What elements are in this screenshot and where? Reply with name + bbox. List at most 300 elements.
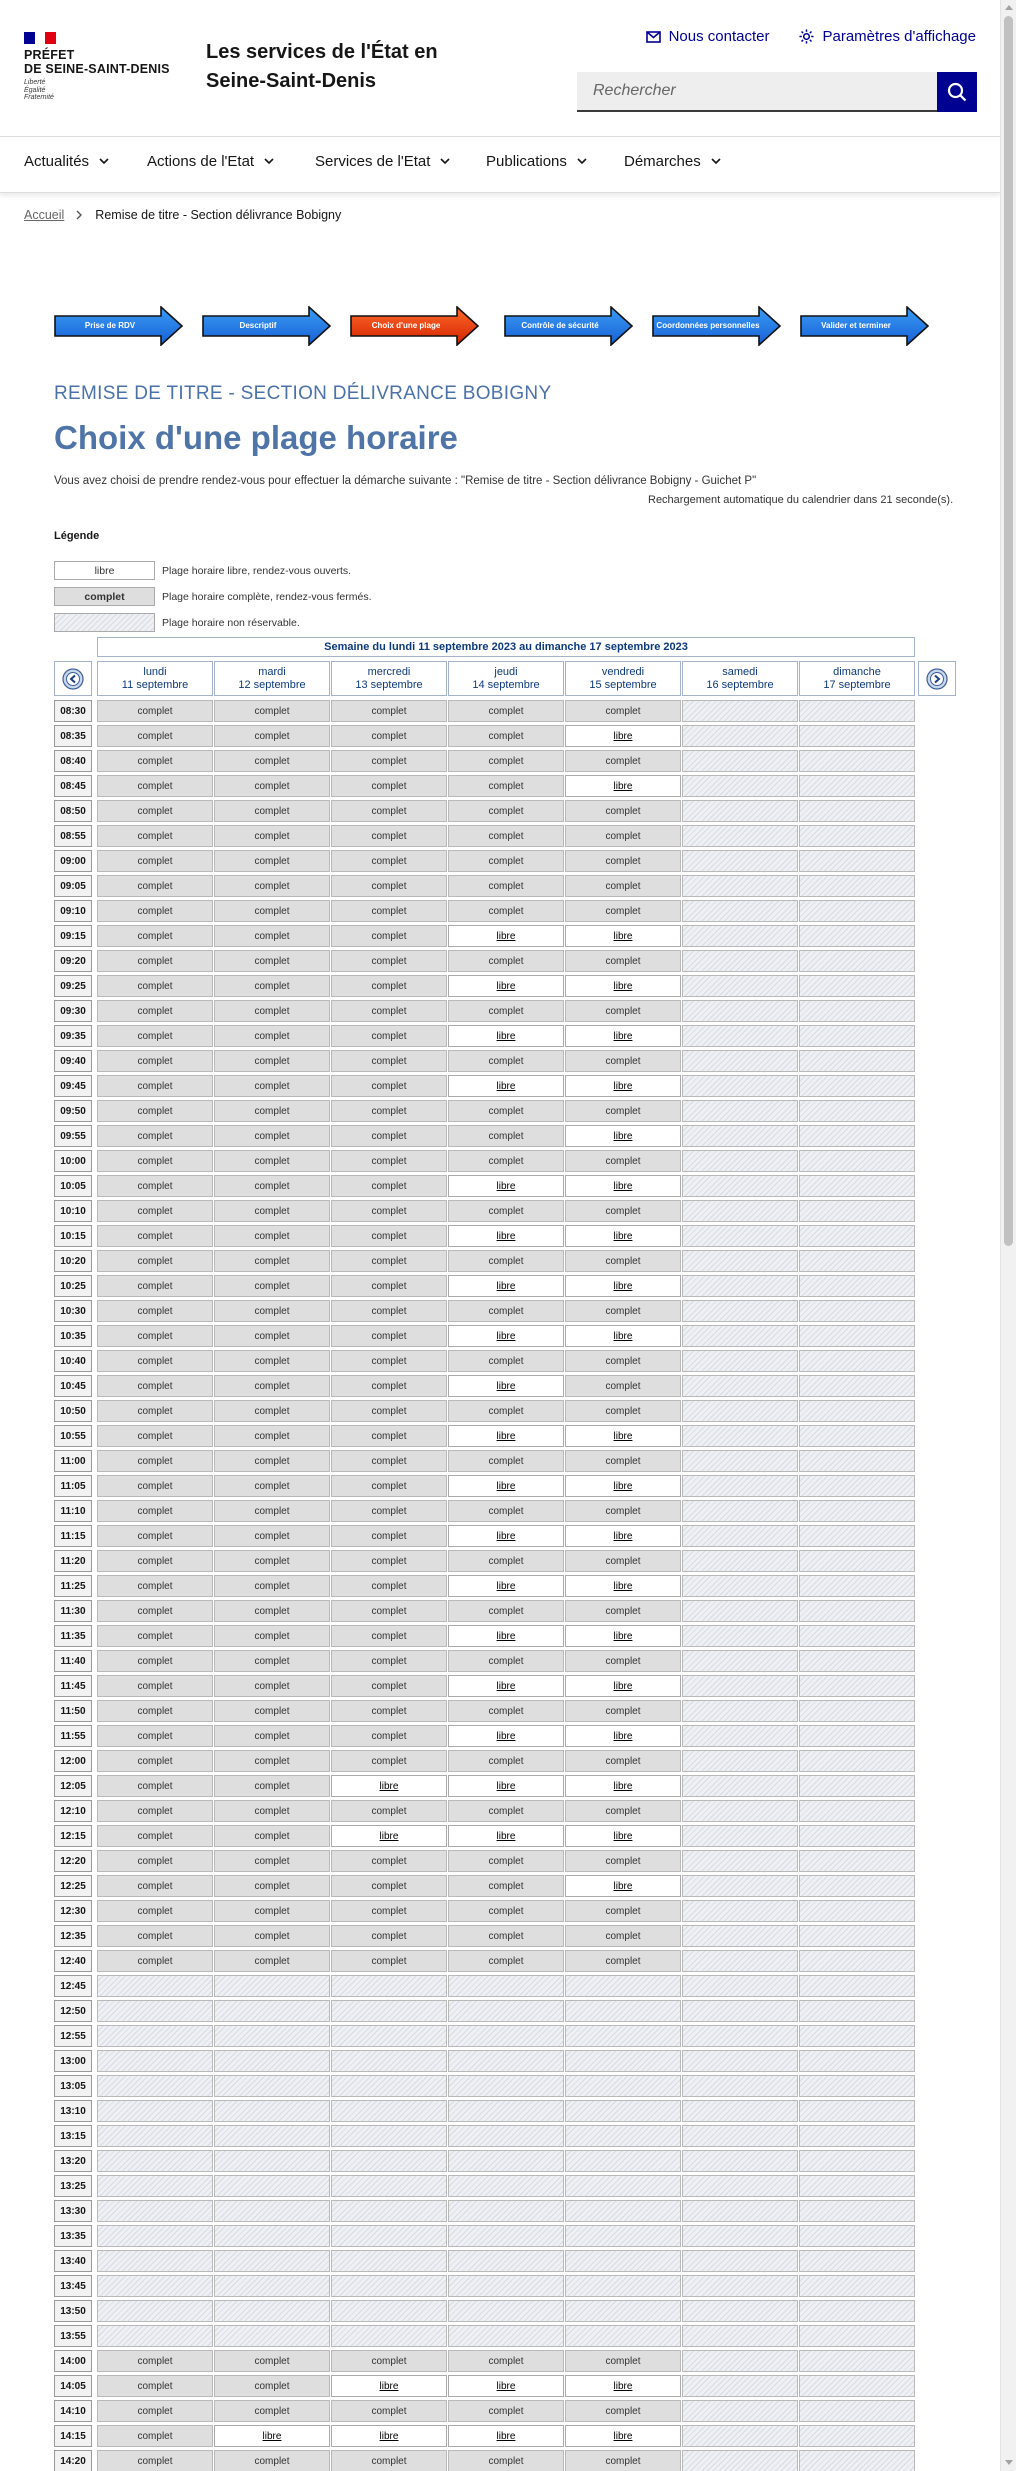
slot-complet: complet xyxy=(214,1125,330,1147)
slot-libre[interactable]: libre xyxy=(448,975,564,997)
slot-libre[interactable]: libre xyxy=(331,2425,447,2447)
slot-unavailable xyxy=(799,2425,915,2447)
slot-unavailable xyxy=(682,1300,798,1322)
slot-complet: complet xyxy=(448,1550,564,1572)
slot-unavailable xyxy=(799,1300,915,1322)
slot-unavailable xyxy=(799,900,915,922)
slot-libre[interactable]: libre xyxy=(565,1775,681,1797)
slot-complet: complet xyxy=(214,1025,330,1047)
slot-unavailable xyxy=(799,1550,915,1572)
slot-unavailable xyxy=(448,2300,564,2322)
slot-unavailable xyxy=(214,1975,330,1997)
slot-unavailable xyxy=(448,2075,564,2097)
chevron-right-icon xyxy=(76,210,83,220)
day-header-mardi xyxy=(214,661,330,696)
slot-unavailable xyxy=(682,850,798,872)
slot-libre[interactable]: libre xyxy=(448,925,564,947)
slot-unavailable xyxy=(799,2075,915,2097)
time-label: 10:40 xyxy=(54,1350,92,1372)
slot-complet: complet xyxy=(331,1225,447,1247)
step-label: Prise de RDV xyxy=(84,321,136,330)
slot-unavailable xyxy=(682,2150,798,2172)
time-label: 13:10 xyxy=(54,2100,92,2122)
slot-unavailable xyxy=(97,2075,213,2097)
slot-complet: complet xyxy=(331,1475,447,1497)
slot-complet: complet xyxy=(97,1200,213,1222)
slot-unavailable xyxy=(682,1125,798,1147)
prefet-line-2: DE SEINE-SAINT-DENIS xyxy=(24,62,170,76)
slot-unavailable xyxy=(799,1775,915,1797)
slot-complet: complet xyxy=(331,1875,447,1897)
slot-complet: complet xyxy=(565,825,681,847)
slot-complet: complet xyxy=(565,1700,681,1722)
day-header-lundi xyxy=(97,661,213,696)
next-week-button[interactable] xyxy=(918,661,956,696)
slot-libre[interactable]: libre xyxy=(448,1075,564,1097)
slot-complet: complet xyxy=(448,750,564,772)
slot-libre[interactable]: libre xyxy=(565,2375,681,2397)
slot-unavailable xyxy=(682,1000,798,1022)
slot-unavailable xyxy=(565,2125,681,2147)
slot-libre[interactable]: libre xyxy=(565,725,681,747)
slot-unavailable xyxy=(331,2050,447,2072)
slot-complet: complet xyxy=(214,950,330,972)
slot-libre[interactable]: libre xyxy=(448,2425,564,2447)
slot-libre[interactable]: libre xyxy=(565,975,681,997)
motto-egalite: Égalité xyxy=(24,86,46,94)
slot-unavailable xyxy=(799,1475,915,1497)
slot-complet: complet xyxy=(448,1800,564,1822)
scrollbar-thumb[interactable] xyxy=(1004,16,1013,1246)
slot-complet: complet xyxy=(331,775,447,797)
slot-complet: complet xyxy=(214,1325,330,1347)
motto-fraternite: Fraternité xyxy=(24,94,54,101)
slot-libre[interactable]: libre xyxy=(565,1075,681,1097)
slot-unavailable xyxy=(799,1000,915,1022)
slot-complet: complet xyxy=(448,1000,564,1022)
scroll-down-arrow-icon[interactable] xyxy=(1005,2460,1013,2465)
page-scrollbar[interactable] xyxy=(1000,0,1016,2471)
slot-complet: complet xyxy=(97,1925,213,1947)
chevron-down-icon xyxy=(577,158,587,165)
slot-complet: complet xyxy=(97,1525,213,1547)
slot-unavailable xyxy=(682,2025,798,2047)
time-label: 13:45 xyxy=(54,2275,92,2297)
slot-unavailable xyxy=(565,2000,681,2022)
slot-libre[interactable]: libre xyxy=(565,925,681,947)
slot-complet: complet xyxy=(214,2350,330,2372)
slot-complet: complet xyxy=(214,1600,330,1622)
slot-unavailable xyxy=(214,2025,330,2047)
slot-complet: complet xyxy=(331,1025,447,1047)
slot-libre[interactable]: libre xyxy=(565,2425,681,2447)
slot-unavailable xyxy=(682,1900,798,1922)
time-label: 08:55 xyxy=(54,825,92,847)
slot-complet: complet xyxy=(97,1425,213,1447)
nav-demarches[interactable] xyxy=(624,153,721,170)
slot-unavailable xyxy=(682,2175,798,2197)
slot-libre[interactable]: libre xyxy=(565,1425,681,1447)
slot-libre[interactable]: libre xyxy=(448,2375,564,2397)
time-label: 09:00 xyxy=(54,850,92,872)
slot-unavailable xyxy=(799,1400,915,1422)
slot-unavailable xyxy=(448,2250,564,2272)
slot-complet: complet xyxy=(448,800,564,822)
slot-libre[interactable]: libre xyxy=(448,1175,564,1197)
slot-complet: complet xyxy=(565,1300,681,1322)
slot-complet: complet xyxy=(565,1950,681,1972)
time-label: 14:15 xyxy=(54,2425,92,2447)
slot-unavailable xyxy=(682,1175,798,1197)
slot-unavailable xyxy=(799,2175,915,2197)
slot-complet: complet xyxy=(331,1550,447,1572)
slot-libre[interactable]: libre xyxy=(331,2375,447,2397)
slot-complet: complet xyxy=(97,1225,213,1247)
slot-complet: complet xyxy=(97,1800,213,1822)
prefet-logo[interactable] xyxy=(24,32,170,102)
slot-complet: complet xyxy=(448,1650,564,1672)
slot-complet: complet xyxy=(214,1875,330,1897)
time-label: 11:15 xyxy=(54,1525,92,1547)
slot-unavailable xyxy=(799,875,915,897)
slot-complet: complet xyxy=(97,1150,213,1172)
time-label: 14:10 xyxy=(54,2400,92,2422)
slot-unavailable xyxy=(97,2000,213,2022)
slot-libre[interactable]: libre xyxy=(448,1325,564,1347)
slot-unavailable xyxy=(682,2275,798,2297)
slot-complet: complet xyxy=(214,1850,330,1872)
slot-complet: complet xyxy=(448,2400,564,2422)
slot-unavailable xyxy=(682,1675,798,1697)
slot-unavailable xyxy=(799,1575,915,1597)
slot-unavailable xyxy=(682,1500,798,1522)
time-label: 10:15 xyxy=(54,1225,92,1247)
slot-unavailable xyxy=(799,1925,915,1947)
slot-unavailable xyxy=(682,725,798,747)
slot-complet: complet xyxy=(565,875,681,897)
slot-unavailable xyxy=(214,2150,330,2172)
slot-complet: complet xyxy=(97,1275,213,1297)
slot-complet: complet xyxy=(97,1675,213,1697)
slot-libre[interactable]: libre xyxy=(448,1625,564,1647)
slot-complet: complet xyxy=(97,725,213,747)
slot-complet: complet xyxy=(331,1150,447,1172)
slot-unavailable xyxy=(448,2200,564,2222)
slot-unavailable xyxy=(799,1500,915,1522)
slot-complet: complet xyxy=(214,700,330,722)
slot-complet: complet xyxy=(565,750,681,772)
slot-complet: complet xyxy=(448,1925,564,1947)
slot-libre[interactable]: libre xyxy=(448,1425,564,1447)
time-label: 09:35 xyxy=(54,1025,92,1047)
slot-libre[interactable]: libre xyxy=(448,1825,564,1847)
slot-unavailable xyxy=(448,2050,564,2072)
day-date: 12 septembre xyxy=(238,679,306,691)
nav-services-etat[interactable] xyxy=(315,153,450,170)
slot-complet: complet xyxy=(214,825,330,847)
legend-complet-swatch: complet xyxy=(54,587,155,606)
time-label: 12:00 xyxy=(54,1750,92,1772)
marianne-flag-icon xyxy=(24,32,56,44)
slot-libre[interactable]: libre xyxy=(214,2425,330,2447)
time-label: 13:40 xyxy=(54,2250,92,2272)
slot-unavailable xyxy=(565,2250,681,2272)
slot-complet: complet xyxy=(565,1850,681,1872)
time-label: 13:25 xyxy=(54,2175,92,2197)
slot-unavailable xyxy=(799,1100,915,1122)
slot-complet: complet xyxy=(214,1150,330,1172)
legend-libre xyxy=(54,561,351,580)
slot-complet: complet xyxy=(331,1650,447,1672)
slot-unavailable xyxy=(799,1350,915,1372)
slot-libre[interactable]: libre xyxy=(448,1775,564,1797)
slot-unavailable xyxy=(682,1150,798,1172)
slot-complet: complet xyxy=(214,1100,330,1122)
slot-complet: complet xyxy=(214,1950,330,1972)
slot-complet: complet xyxy=(97,1325,213,1347)
slot-complet: complet xyxy=(331,1850,447,1872)
slot-complet: complet xyxy=(214,800,330,822)
slot-libre[interactable]: libre xyxy=(565,1325,681,1347)
reload-countdown: Rechargement automatique du calendrier dans 21 seconde(s). xyxy=(648,494,954,506)
slot-unavailable xyxy=(97,2200,213,2222)
slot-complet: complet xyxy=(331,1950,447,1972)
sun-icon xyxy=(799,29,814,44)
day-name: lundi xyxy=(143,666,167,678)
site-title[interactable]: Les services de l'État en Seine-Saint-Denis xyxy=(206,41,438,92)
nav-label: Démarches xyxy=(624,153,701,170)
step-label: Choix d'une plage xyxy=(371,321,441,330)
slot-unavailable xyxy=(799,1825,915,1847)
slot-unavailable xyxy=(682,1650,798,1672)
slot-unavailable xyxy=(682,1325,798,1347)
search-input[interactable] xyxy=(577,72,937,112)
slot-libre[interactable]: libre xyxy=(448,1675,564,1697)
slot-unavailable xyxy=(682,900,798,922)
slot-unavailable xyxy=(682,2000,798,2022)
slot-complet: complet xyxy=(331,1050,447,1072)
slot-unavailable xyxy=(214,2325,330,2347)
slot-unavailable xyxy=(682,2250,798,2272)
slot-libre[interactable]: libre xyxy=(448,1275,564,1297)
time-label: 08:40 xyxy=(54,750,92,772)
slot-complet: complet xyxy=(97,1000,213,1022)
slot-complet: complet xyxy=(214,1175,330,1197)
slot-complet: complet xyxy=(565,1000,681,1022)
slot-libre[interactable]: libre xyxy=(565,1625,681,1647)
time-label: 09:05 xyxy=(54,875,92,897)
slot-complet: complet xyxy=(565,1250,681,1272)
slot-complet: complet xyxy=(214,1775,330,1797)
slot-libre[interactable]: libre xyxy=(565,1725,681,1747)
slot-libre[interactable]: libre xyxy=(448,1725,564,1747)
mail-icon xyxy=(646,31,661,43)
slot-unavailable xyxy=(682,1775,798,1797)
slot-libre[interactable]: libre xyxy=(448,1575,564,1597)
time-label: 12:40 xyxy=(54,1950,92,1972)
slot-unavailable xyxy=(682,1875,798,1897)
slot-complet: complet xyxy=(214,1925,330,1947)
slot-complet: complet xyxy=(565,1900,681,1922)
slot-complet: complet xyxy=(97,1375,213,1397)
slot-unavailable xyxy=(799,800,915,822)
time-label: 09:40 xyxy=(54,1050,92,1072)
time-label: 14:20 xyxy=(54,2450,92,2471)
slot-complet: complet xyxy=(214,1000,330,1022)
slot-complet: complet xyxy=(448,1450,564,1472)
slot-complet: complet xyxy=(565,1600,681,1622)
slot-complet: complet xyxy=(214,775,330,797)
slot-complet: complet xyxy=(214,875,330,897)
display-settings-label: Paramètres d'affichage xyxy=(822,28,976,45)
slot-libre[interactable]: libre xyxy=(565,775,681,797)
slot-complet: complet xyxy=(214,850,330,872)
slot-unavailable xyxy=(97,2100,213,2122)
time-label: 10:05 xyxy=(54,1175,92,1197)
slot-complet: complet xyxy=(214,1825,330,1847)
slot-complet: complet xyxy=(214,1425,330,1447)
slot-complet: complet xyxy=(97,1450,213,1472)
slot-libre[interactable]: libre xyxy=(331,1825,447,1847)
search-button[interactable] xyxy=(937,72,977,112)
slot-libre[interactable]: libre xyxy=(565,1575,681,1597)
slot-unavailable xyxy=(799,825,915,847)
breadcrumb-current: Remise de titre - Section délivrance Bobigny xyxy=(95,208,342,222)
slot-complet: complet xyxy=(97,1025,213,1047)
slot-unavailable xyxy=(799,2050,915,2072)
slot-complet: complet xyxy=(214,2400,330,2422)
time-label: 11:50 xyxy=(54,1700,92,1722)
slot-libre[interactable]: libre xyxy=(331,1775,447,1797)
slot-unavailable xyxy=(799,1225,915,1247)
motto-liberte: Liberté xyxy=(24,79,46,86)
slot-unavailable xyxy=(799,2375,915,2397)
slot-libre[interactable]: libre xyxy=(565,1525,681,1547)
step-label: Coordonnées personnelles xyxy=(656,321,760,330)
slot-complet: complet xyxy=(331,700,447,722)
slot-complet: complet xyxy=(97,1050,213,1072)
slot-complet: complet xyxy=(97,1550,213,1572)
prev-week-button[interactable] xyxy=(54,661,92,696)
slot-complet: complet xyxy=(97,1650,213,1672)
slot-unavailable xyxy=(682,1950,798,1972)
slot-complet: complet xyxy=(97,925,213,947)
slot-libre[interactable]: libre xyxy=(565,1675,681,1697)
nav-actualites[interactable] xyxy=(24,153,109,170)
time-label: 09:20 xyxy=(54,950,92,972)
slot-complet: complet xyxy=(214,1700,330,1722)
slot-unavailable xyxy=(682,825,798,847)
slot-libre[interactable]: libre xyxy=(565,1225,681,1247)
time-label: 13:30 xyxy=(54,2200,92,2222)
slot-unavailable xyxy=(682,775,798,797)
slot-libre[interactable]: libre xyxy=(448,1375,564,1397)
slot-unavailable xyxy=(682,2375,798,2397)
page-title: Choix d'une plage horaire xyxy=(54,419,458,456)
breadcrumb-home[interactable]: Accueil xyxy=(24,208,65,222)
slot-unavailable xyxy=(799,1750,915,1772)
slot-unavailable xyxy=(565,1975,681,1997)
slot-complet: complet xyxy=(97,2425,213,2447)
nav-actions-etat[interactable] xyxy=(147,153,274,170)
slot-libre[interactable]: libre xyxy=(565,1125,681,1147)
slot-unavailable xyxy=(448,2275,564,2297)
slot-unavailable xyxy=(448,2150,564,2172)
slot-libre[interactable]: libre xyxy=(448,1225,564,1247)
time-label: 13:05 xyxy=(54,2075,92,2097)
step-label: Descriptif xyxy=(239,321,277,330)
slot-unavailable xyxy=(448,2000,564,2022)
slot-unavailable xyxy=(565,2300,681,2322)
nav-publications[interactable] xyxy=(486,153,587,170)
day-name: dimanche xyxy=(833,666,881,678)
slot-unavailable xyxy=(799,925,915,947)
slot-unavailable xyxy=(799,850,915,872)
slot-unavailable xyxy=(565,2225,681,2247)
time-label: 08:50 xyxy=(54,800,92,822)
display-settings-button[interactable] xyxy=(799,28,976,45)
contact-link[interactable] xyxy=(646,28,770,45)
slot-complet: complet xyxy=(448,1200,564,1222)
scroll-up-arrow-icon[interactable] xyxy=(1005,5,1013,10)
slot-complet: complet xyxy=(331,1175,447,1197)
slot-libre[interactable]: libre xyxy=(565,1175,681,1197)
slot-complet: complet xyxy=(331,825,447,847)
slot-complet: complet xyxy=(448,1900,564,1922)
slot-unavailable xyxy=(682,2050,798,2072)
slot-libre[interactable]: libre xyxy=(448,1025,564,1047)
slot-unavailable xyxy=(799,775,915,797)
slot-libre[interactable]: libre xyxy=(448,1475,564,1497)
slot-unavailable xyxy=(331,2200,447,2222)
slot-unavailable xyxy=(682,2125,798,2147)
slot-complet: complet xyxy=(97,1125,213,1147)
slot-complet: complet xyxy=(97,1725,213,1747)
slot-unavailable xyxy=(448,2325,564,2347)
slot-complet: complet xyxy=(331,1250,447,1272)
slot-libre[interactable]: libre xyxy=(565,1825,681,1847)
slot-complet: complet xyxy=(214,2450,330,2471)
prefet-line-1: PRÉFET xyxy=(24,48,75,62)
slot-unavailable xyxy=(565,2150,681,2172)
slot-complet: complet xyxy=(214,1725,330,1747)
slot-unavailable xyxy=(448,2175,564,2197)
slot-unavailable xyxy=(682,2325,798,2347)
slot-complet: complet xyxy=(331,925,447,947)
slot-complet: complet xyxy=(97,1700,213,1722)
slot-unavailable xyxy=(682,1025,798,1047)
slot-complet: complet xyxy=(565,2350,681,2372)
slot-complet: complet xyxy=(331,1400,447,1422)
slot-unavailable xyxy=(682,2450,798,2471)
time-label: 13:20 xyxy=(54,2150,92,2172)
slot-libre[interactable]: libre xyxy=(565,1025,681,1047)
slot-complet: complet xyxy=(331,1575,447,1597)
slot-libre[interactable]: libre xyxy=(565,1475,681,1497)
slot-libre[interactable]: libre xyxy=(565,1275,681,1297)
slot-complet: complet xyxy=(331,975,447,997)
slot-complet: complet xyxy=(448,1125,564,1147)
slot-unavailable xyxy=(799,2300,915,2322)
arrow-right-circle-icon xyxy=(926,668,948,690)
slot-complet: complet xyxy=(214,1525,330,1547)
day-name: vendredi xyxy=(601,666,645,678)
slot-unavailable xyxy=(97,2150,213,2172)
slot-libre[interactable]: libre xyxy=(448,1525,564,1547)
time-label: 11:40 xyxy=(54,1650,92,1672)
slot-libre[interactable]: libre xyxy=(565,1875,681,1897)
time-label: 11:35 xyxy=(54,1625,92,1647)
